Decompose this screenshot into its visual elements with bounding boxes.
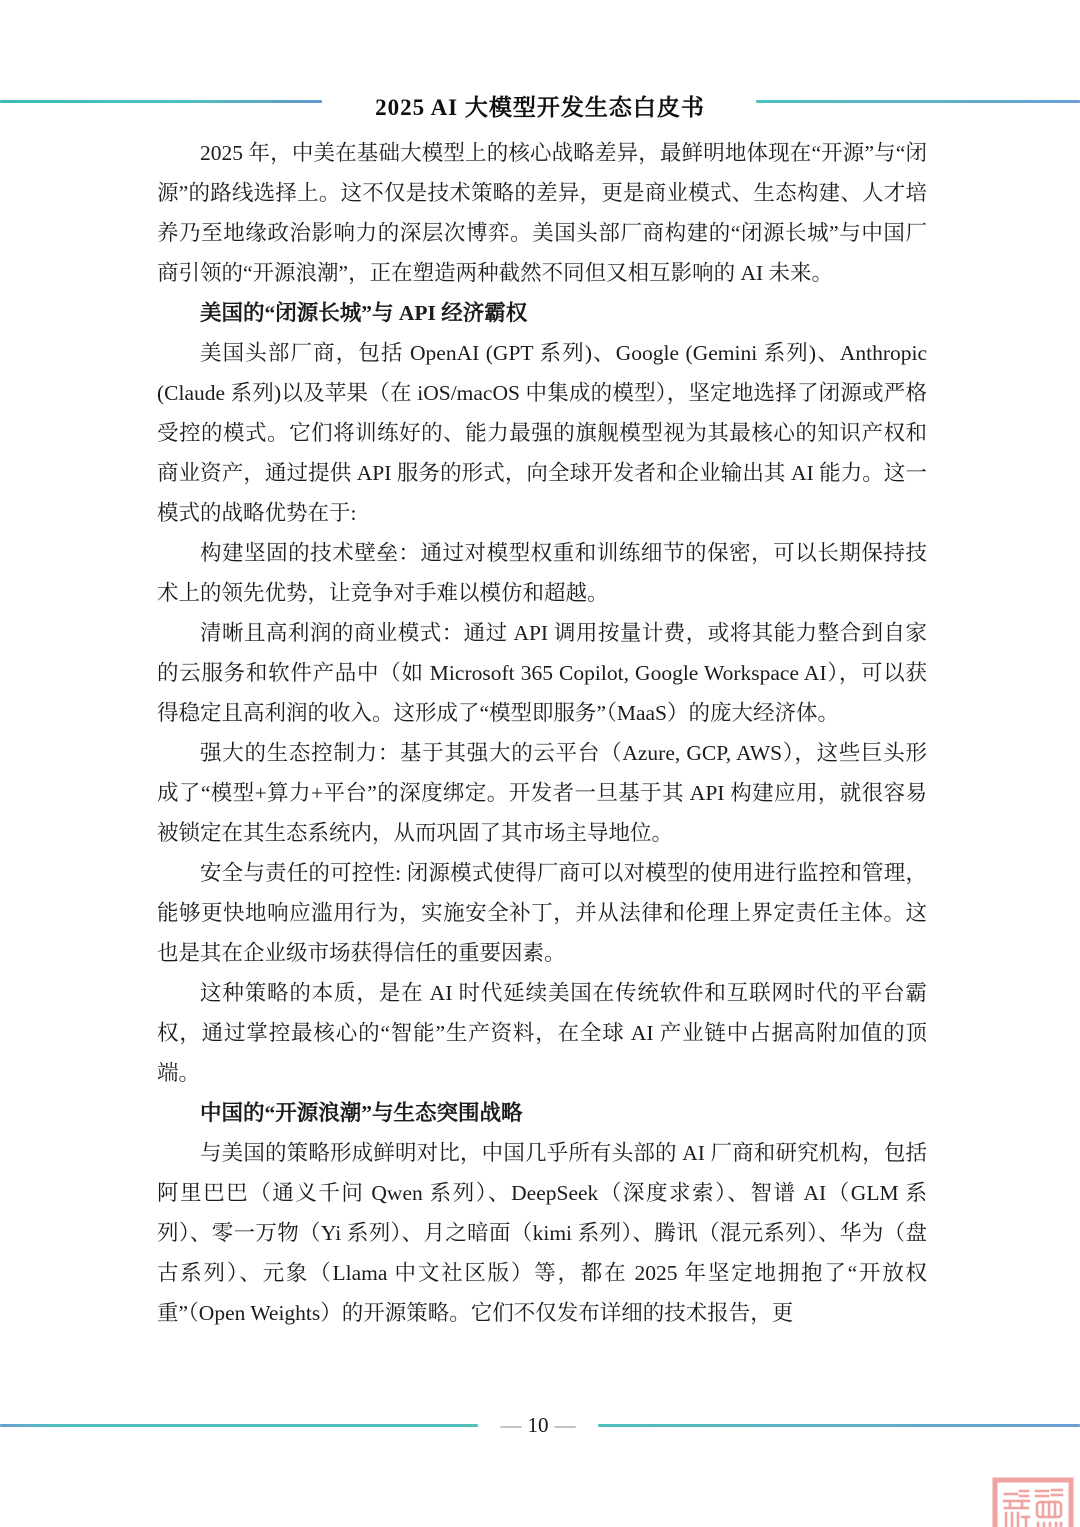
page-number-dash-left: — — [500, 1413, 522, 1437]
red-seal-stamp-icon — [992, 1477, 1074, 1527]
page-number-value: 10 — [527, 1413, 549, 1437]
paragraph-tech-barrier: 构建坚固的技术壁垒：通过对模型权重和训练细节的保密，可以长期保持技术上的领先优势，让竞争对手难以模仿和超越。 — [157, 541, 927, 605]
section-heading-china-open-source: 中国的“开源浪潮”与生态突围战略 — [200, 1101, 523, 1125]
header-rule-right — [756, 100, 1080, 103]
page-number — [478, 1410, 598, 1440]
document-body — [157, 133, 927, 1333]
paragraph-business-model: 清晰且高利润的商业模式：通过 API 调用按量计费，或将其能力整合到自家的云服务和软件产品中（如 Microsoft 365 Copilot, Google Workspace AI），可以获得稳定且高利润的收入。这形成了“模型即服务”（MaaS）的庞大经济体。 — [157, 621, 927, 725]
paragraph-china-vendors: 与美国的策略形成鲜明对比，中国几乎所有头部的 AI 厂商和研究机构，包括阿里巴巴（通义千问 Qwen 系列）、DeepSeek（深度求索）、智谱 AI（GLM 系列）、零一万物（Yi 系列）、月之暗面（kimi 系列）、腾讯（混元系列）、华为（盘古系列）、元象（Llama 中文社区版）等，都在 2025 年坚定地拥抱了“开放权重”（Open Weights）的开源策略。它们不仅发布详细的技术报告，更 — [157, 1141, 927, 1325]
footer-rule-right — [598, 1424, 1080, 1427]
page-header-title: 2025 AI 大模型开发生态白皮书 — [375, 95, 705, 120]
paragraph-us-vendors: 美国头部厂商，包括 OpenAI (GPT 系列)、Google (Gemini 系列)、Anthropic (Claude 系列)以及苹果（在 iOS/macOS 中集成的模型），坚定地选择了闭源或严格受控的模式。它们将训练好的、能力最强的旗舰模型视为其最核心的知识产权和商业资产，通过提供 API 服务的形式，向全球开发者和企业输出其 AI 能力。这一模式的战略优势在于: — [157, 341, 927, 525]
paragraph-strategy-essence: 这种策略的本质，是在 AI 时代延续美国在传统软件和互联网时代的平台霸权，通过掌控最核心的“智能”生产资料，在全球 AI 产业链中占据高附加值的顶端。 — [157, 981, 927, 1085]
section-heading-us-closed-source: 美国的“闭源长城”与 API 经济霸权 — [200, 301, 528, 325]
paragraph-safety-responsibility: 安全与责任的可控性: 闭源模式使得厂商可以对模型的使用进行监控和管理，能够更快地响应滥用行为，实施安全补丁，并从法律和伦理上界定责任主体。这也是其在企业级市场获得信任的重要因素。 — [157, 861, 927, 965]
footer-rule-left — [0, 1424, 478, 1427]
paragraph-ecosystem-control: 强大的生态控制力：基于其强大的云平台（Azure, GCP, AWS），这些巨头形成了“模型+算力+平台”的深度绑定。开发者一旦基于其 API 构建应用，就很容易被锁定在其生态系统内，从而巩固了其市场主导地位。 — [157, 741, 927, 845]
paragraph-intro: 2025 年，中美在基础大模型上的核心战略差异，最鲜明地体现在“开源”与“闭源”的路线选择上。这不仅是技术策略的差异，更是商业模式、生态构建、人才培养乃至地缘政治影响力的深层次博弈。美国头部厂商构建的“闭源长城”与中国厂商引领的“开源浪潮”，正在塑造两种截然不同但又相互影响的 AI 未来。 — [157, 141, 927, 285]
page-number-dash-right: — — [554, 1413, 576, 1437]
